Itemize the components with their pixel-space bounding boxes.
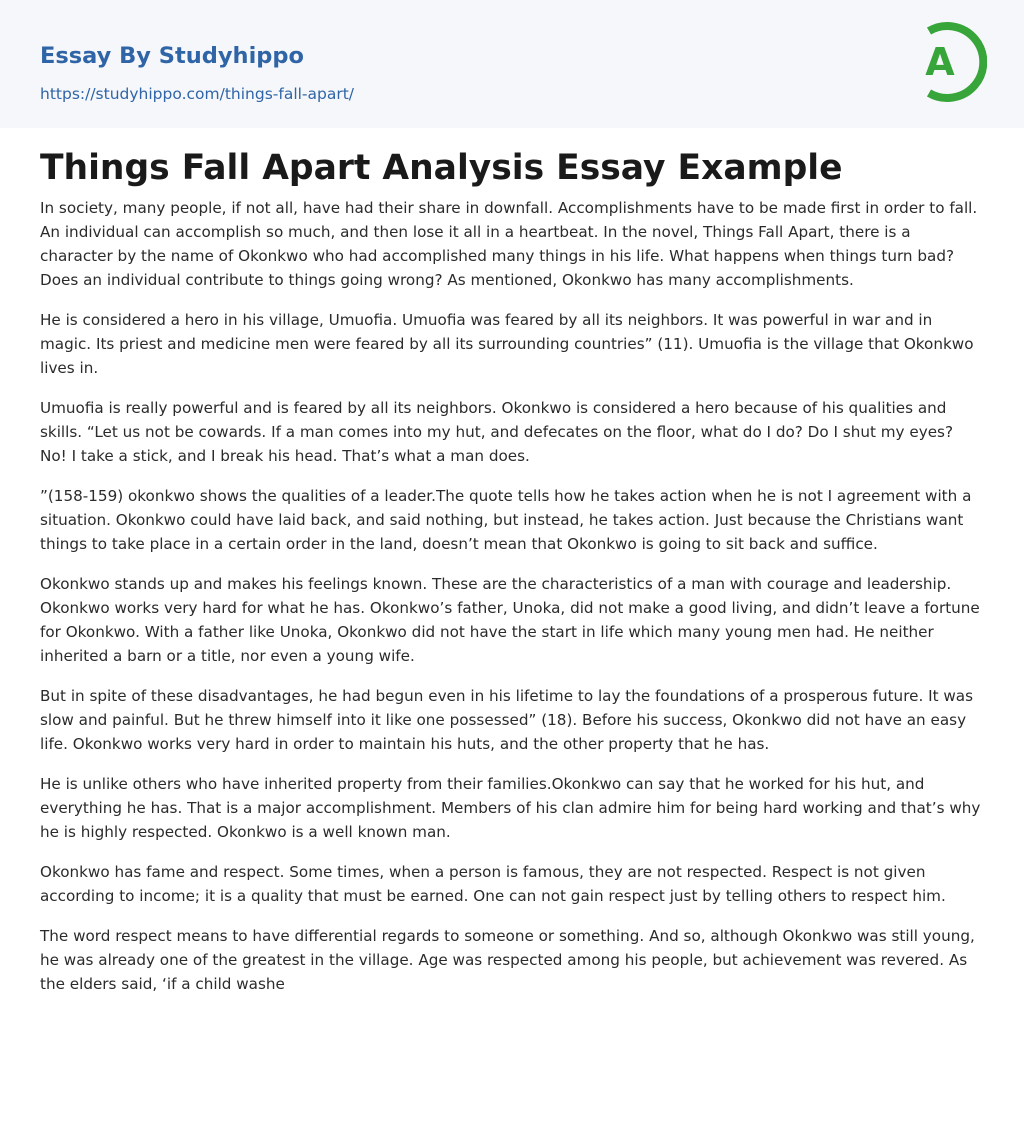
essay-paragraph: In society, many people, if not all, have had their share in downfall. Accomplishments have to be made first in order to fall. An individual can accomplish so much, and then lose it all in a heartbeat. In the novel, Things Fall Apart, there is a character by the name of Okonkwo who had accomplished many things in his life. What happens when things turn bad? Does an individual contribute to things going wrong? As mentioned, Okonkwo has many accomplishments.: [40, 199, 978, 289]
essay-paragraph: Umuofia is really powerful and is feared by all its neighbors. Okonkwo is considered a hero because of his qualities and skills. “Let us not be cowards. If a man comes into my hut, and defecates on the floor, what do I do? Do I shut my eyes? No! I take a stick, and I break his head. That’s what a man does.: [40, 399, 954, 465]
studyhippo-logo-icon[interactable]: [913, 19, 987, 105]
essay-paragraph: He is unlike others who have inherited property from their families.Okonkwo can say that he worked for his hut, and everything he has. That is a major accomplishment. Members of his clan admire him for being hard working and that’s why he is highly respected. Okonkwo is a well known man.: [40, 775, 981, 841]
essay-content: [40, 144, 984, 1012]
essay-paragraph: He is considered a hero in his village, Umuofia. Umuofia was feared by all its neighbors. It was powerful in war and in magic. Its priest and medicine men were feared by all its surrounding countries” (11). Umuofia is the village that Okonkwo lives in.: [40, 311, 974, 377]
essay-paragraph: But in spite of these disadvantages, he had begun even in his lifetime to lay the foundations of a prosperous future. It was slow and painful. But he threw himself into it like one possessed” (18). Before his success, Okonkwo did not have an easy life. Okonkwo works very hard in order to maintain his huts, and the other property that he has.: [40, 687, 973, 753]
essay-paragraph: ”(158-159) okonkwo shows the qualities of a leader.The quote tells how he takes action when he is not I agreement with a situation. Okonkwo could have laid back, and said nothing, but instead, he takes action. Just because the Christians want things to take place in a certain order in the land, doesn’t mean that Okonkwo is going to sit back and suffice.: [40, 487, 972, 553]
essay-body: [40, 196, 984, 996]
brand-title[interactable]: Essay By Studyhippo: [40, 43, 304, 69]
essay-paragraph: The word respect means to have differential regards to someone or something. And so, although Okonkwo was still young, he was already one of the greatest in the village. Age was respected among his people, but achievement was revered. As the elders said, ‘if a child washe: [40, 927, 975, 993]
essay-paragraph: Okonkwo stands up and makes his feelings known. These are the characteristics of a man with courage and leadership. Okonkwo works very hard for what he has. Okonkwo’s father, Unoka, did not make a good living, and didn’t leave a fortune for Okonkwo. With a father like Unoka, Okonkwo did not have the start in life which many young men had. He neither inherited a barn or a title, nor even a young wife.: [40, 575, 980, 665]
source-url-link[interactable]: https://studyhippo.com/things-fall-apart/: [40, 85, 355, 103]
logo-letter: A: [925, 40, 955, 84]
site-header: [0, 0, 1024, 128]
essay-title: Things Fall Apart Analysis Essay Example: [40, 148, 843, 188]
essay-paragraph: Okonkwo has fame and respect. Some times, when a person is famous, they are not respected. Respect is not given according to income; it is a quality that must be earned. One can not gain respect just by telling others to respect him.: [40, 863, 946, 905]
